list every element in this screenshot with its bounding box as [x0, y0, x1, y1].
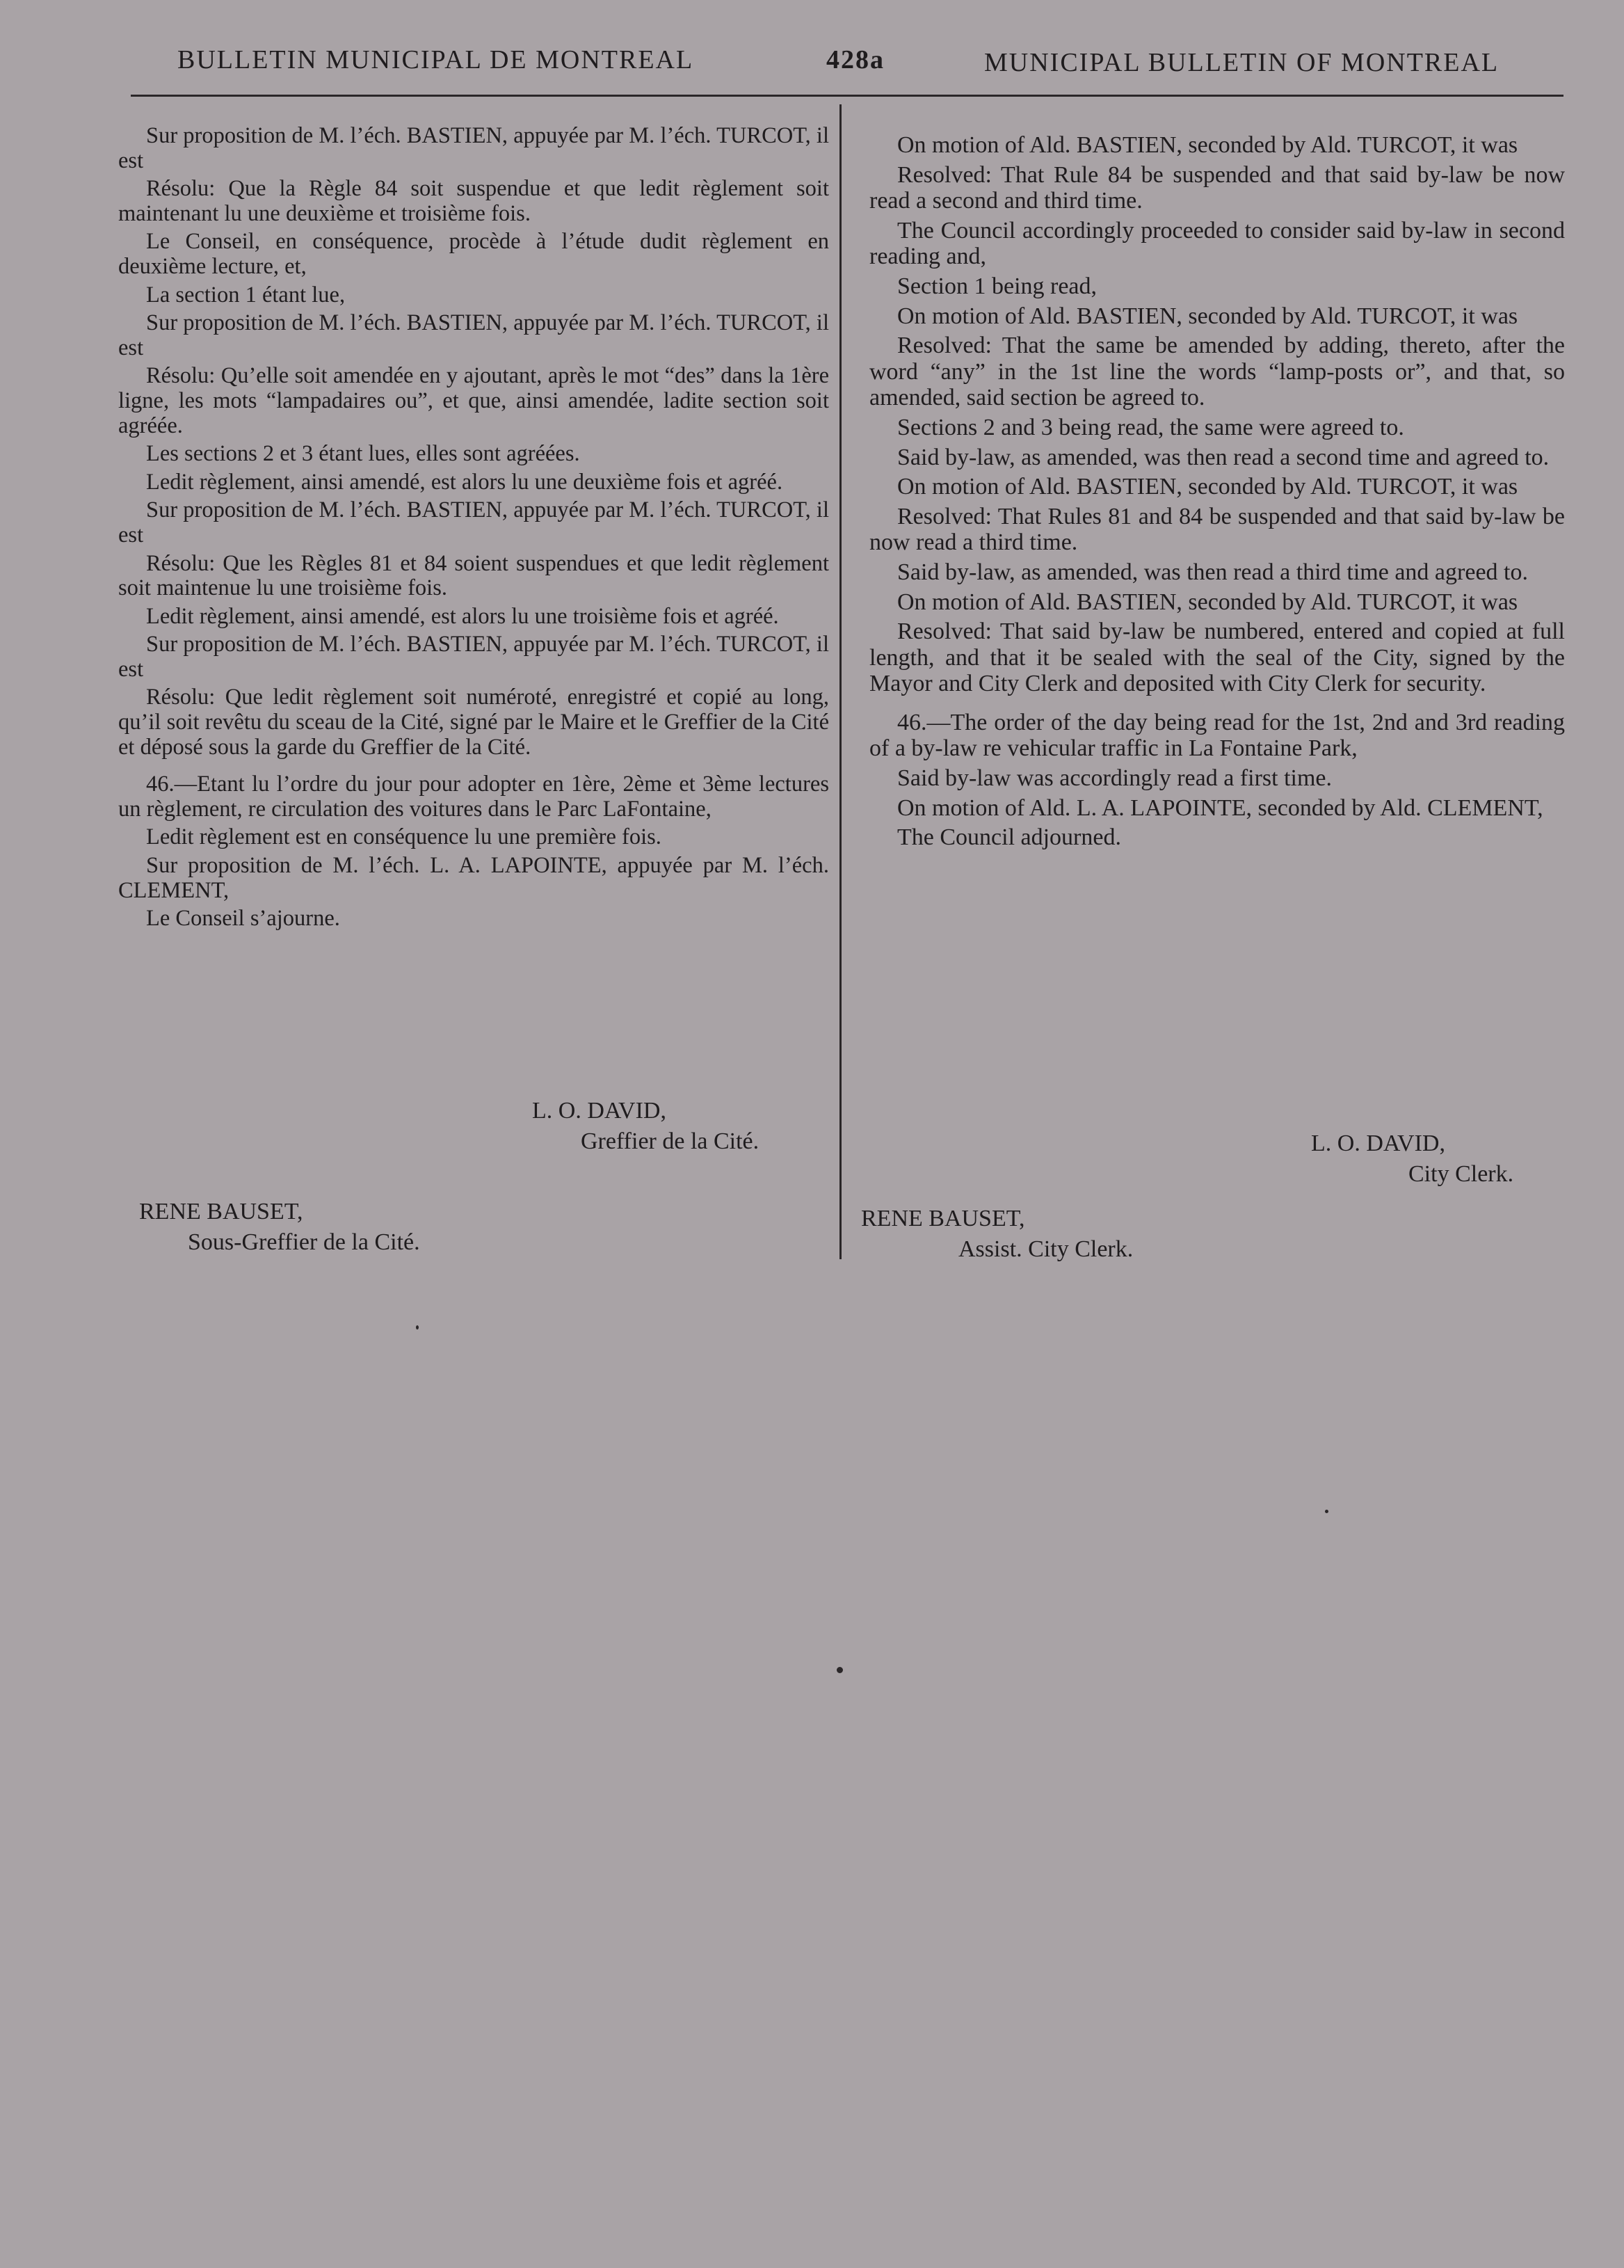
paragraph: The Council accordingly proceeded to consider said by-law in second reading and,	[869, 217, 1565, 270]
paper-speck	[1325, 1510, 1328, 1513]
assistant-title: Sous-Greffier de la Cité.	[188, 1229, 420, 1255]
column-divider	[839, 104, 842, 1259]
page-number: 428a	[826, 45, 885, 74]
paragraph: Section 1 being read,	[897, 273, 1098, 299]
assistant-title: Assist. City Clerk.	[958, 1236, 1134, 1262]
paragraph: Sur proposition de M. l’éch. L. A. LAPOINTE, appuyée par M. l’éch. CLEMENT,	[118, 853, 829, 903]
french-column	[118, 124, 829, 935]
paragraph: 46.—Etant lu l’ordre du jour pour adopter en 1ère, 2ème et 3ème lectures un règlement, re circulation des voitures dans le Parc LaFontaine,	[118, 772, 829, 822]
paragraph: On motion of Ald. BASTIEN, seconded by Ald. TURCOT, it was	[897, 474, 1518, 500]
paragraph: Ledit règlement est en conséquence lu une première fois.	[146, 824, 661, 850]
paragraph: On motion of Ald. BASTIEN, seconded by Ald. TURCOT, it was	[897, 589, 1518, 615]
paragraph: On motion of Ald. L. A. LAPOINTE, seconded by Ald. CLEMENT,	[897, 794, 1543, 821]
paragraph: Résolu: Que les Règles 81 et 84 soient suspendues et que ledit règlement soit maintenue lu une troisième fois.	[118, 550, 829, 601]
paragraph: Sur proposition de M. l’éch. BASTIEN, appuyée par M. l’éch. TURCOT, il est	[118, 497, 829, 548]
paragraph: Resolved: That Rule 84 be suspended and that said by-law be now read a second and third time.	[869, 161, 1565, 214]
paragraph: On motion of Ald. BASTIEN, seconded by Ald. TURCOT, it was	[897, 303, 1518, 329]
paper-speck	[837, 1667, 843, 1673]
running-head	[0, 40, 1624, 82]
paragraph: La section 1 étant lue,	[146, 282, 346, 308]
paragraph: Said by-law, as amended, was then read a third time and agreed to.	[897, 559, 1528, 585]
paragraph: Resolved: That said by-law be numbered, entered and copied at full length, and that it be sealed with the seal of the City, signed by the Mayor and City Clerk and deposited with City Clerk for security.	[869, 618, 1565, 697]
paragraph: Sections 2 and 3 being read, the same were agreed to.	[897, 414, 1404, 440]
paragraph: On motion of Ald. BASTIEN, seconded by Ald. TURCOT, it was	[897, 132, 1518, 158]
french-assistant-signature	[139, 1197, 420, 1258]
assistant-name: RENE BAUSET,	[861, 1206, 1025, 1231]
english-column	[869, 132, 1565, 854]
paragraph: Résolu: Que ledit règlement soit numéroté, enregistré et copié au long, qu’il soit revêtu du sceau de la Cité, signé par le Maire et le Greffier de la Cité et déposé sous la garde du Greffier de la Cité.	[118, 685, 829, 760]
paragraph: Resolved: That Rules 81 and 84 be suspended and that said by-law be now read a third time.	[869, 503, 1565, 556]
paragraph: Sur proposition de M. l’éch. BASTIEN, appuyée par M. l’éch. TURCOT, il est	[118, 310, 829, 360]
clerk-name: L. O. DAVID,	[532, 1098, 666, 1124]
paragraph: Resolved: That the same be amended by adding, thereto, after the word “any” in the 1st line the words “lamp-posts or”, and that, so amended, said section be agreed to.	[869, 333, 1565, 411]
paragraph: Sur proposition de M. l’éch. BASTIEN, appuyée par M. l’éch. TURCOT, il est	[118, 123, 829, 173]
header-rule	[131, 95, 1563, 97]
header-right-title: MUNICIPAL BULLETIN OF MONTREAL	[984, 48, 1500, 77]
paragraph: Ledit règlement, ainsi amendé, est alors lu une troisième fois et agréé.	[146, 603, 779, 629]
paper-speck	[416, 1325, 419, 1329]
paragraph: Les sections 2 et 3 étant lues, elles sont agréées.	[146, 441, 580, 467]
paragraph: Sur proposition de M. l’éch. BASTIEN, appuyée par M. l’éch. TURCOT, il est	[118, 632, 829, 682]
clerk-title: City Clerk.	[1408, 1161, 1514, 1187]
paragraph: Ledit règlement, ainsi amendé, est alors lu une deuxième fois et agréé.	[146, 469, 783, 495]
paragraph: Said by-law, as amended, was then read a second time and agreed to.	[897, 444, 1550, 470]
paragraph: Le Conseil s’ajourne.	[146, 906, 340, 932]
paragraph: 46.—The order of the day being read for the 1st, 2nd and 3rd reading of a by-law re vehicular traffic in La Fontaine Park,	[869, 709, 1565, 762]
paragraph: The Council adjourned.	[897, 824, 1121, 851]
clerk-title: Greffier de la Cité.	[581, 1128, 759, 1154]
french-clerk-signature	[532, 1096, 759, 1157]
assistant-name: RENE BAUSET,	[139, 1199, 303, 1224]
english-clerk-signature	[1311, 1128, 1513, 1190]
paragraph: Said by-law was accordingly read a first time.	[897, 765, 1333, 792]
clerk-name: L. O. DAVID,	[1311, 1131, 1445, 1156]
paragraph: Résolu: Que la Règle 84 soit suspendue et que ledit règlement soit maintenant lu une deuxième et troisième fois.	[118, 176, 829, 226]
paragraph: Le Conseil, en conséquence, procède à l’étude dudit règlement en deuxième lecture, et,	[118, 229, 829, 279]
header-left-title: BULLETIN MUNICIPAL DE MONTREAL	[177, 45, 694, 74]
english-assistant-signature	[861, 1204, 1133, 1265]
paragraph: Résolu: Qu’elle soit amendée en y ajoutant, après le mot “des” dans la 1ère ligne, les mots “lampadaires ou”, et que, ainsi amendée, ladite section soit agréée.	[118, 363, 829, 438]
